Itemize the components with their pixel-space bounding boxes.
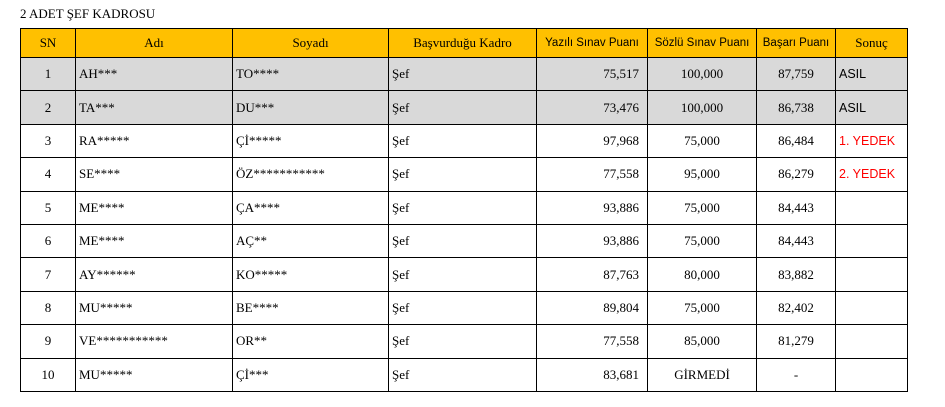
cell-adi: AY****** [76, 258, 233, 291]
cell-kadro: Şef [389, 224, 537, 257]
cell-sonuc [836, 191, 908, 224]
cell-sn: 9 [21, 325, 76, 358]
cell-kadro: Şef [389, 91, 537, 124]
cell-yazili: 89,804 [537, 291, 648, 324]
cell-adi: TA*** [76, 91, 233, 124]
cell-sn: 7 [21, 258, 76, 291]
table-row [21, 258, 908, 291]
cell-basari: 86,738 [757, 91, 836, 124]
cell-adi: ME**** [76, 191, 233, 224]
cell-kadro: Şef [389, 158, 537, 191]
table-row [21, 91, 908, 124]
cell-sonuc [836, 291, 908, 324]
cell-basari: 83,882 [757, 258, 836, 291]
header-adi: Adı [76, 29, 233, 58]
results-table [20, 28, 908, 392]
cell-adi: RA***** [76, 124, 233, 157]
cell-basari: 84,443 [757, 224, 836, 257]
cell-soyadi: OR** [233, 325, 389, 358]
cell-basari: 82,402 [757, 291, 836, 324]
header-sonuc: Sonuç [836, 29, 908, 58]
cell-sozlu: 75,000 [648, 291, 757, 324]
table-row [21, 58, 908, 91]
cell-basari: 87,759 [757, 58, 836, 91]
cell-sn: 1 [21, 58, 76, 91]
table-row [21, 291, 908, 324]
cell-sonuc [836, 358, 908, 391]
cell-adi: MU***** [76, 358, 233, 391]
cell-kadro: Şef [389, 191, 537, 224]
cell-sozlu: 80,000 [648, 258, 757, 291]
header-soyadi: Soyadı [233, 29, 389, 58]
table-row [21, 158, 908, 191]
cell-basari: 84,443 [757, 191, 836, 224]
cell-sozlu: 100,000 [648, 91, 757, 124]
cell-sn: 4 [21, 158, 76, 191]
cell-sozlu: 95,000 [648, 158, 757, 191]
cell-basari: 81,279 [757, 325, 836, 358]
cell-adi: AH*** [76, 58, 233, 91]
cell-sonuc: ASIL [836, 91, 908, 124]
cell-sozlu: 85,000 [648, 325, 757, 358]
cell-soyadi: KO***** [233, 258, 389, 291]
cell-sonuc [836, 325, 908, 358]
cell-sonuc [836, 258, 908, 291]
cell-basari: 86,484 [757, 124, 836, 157]
cell-sn: 8 [21, 291, 76, 324]
cell-basari: - [757, 358, 836, 391]
cell-yazili: 75,517 [537, 58, 648, 91]
cell-yazili: 77,558 [537, 325, 648, 358]
table-row [21, 325, 908, 358]
cell-yazili: 83,681 [537, 358, 648, 391]
cell-soyadi: ÇA**** [233, 191, 389, 224]
header-row [21, 29, 908, 58]
table-row [21, 124, 908, 157]
cell-yazili: 97,968 [537, 124, 648, 157]
cell-adi: VE*********** [76, 325, 233, 358]
header-yazili: Yazılı Sınav Puanı [537, 29, 648, 58]
cell-kadro: Şef [389, 325, 537, 358]
cell-sn: 10 [21, 358, 76, 391]
cell-sn: 5 [21, 191, 76, 224]
cell-adi: MU***** [76, 291, 233, 324]
cell-sozlu: GİRMEDİ [648, 358, 757, 391]
cell-sonuc: 2. YEDEK [836, 158, 908, 191]
table-row [21, 224, 908, 257]
cell-yazili: 77,558 [537, 158, 648, 191]
cell-yazili: 87,763 [537, 258, 648, 291]
cell-sozlu: 100,000 [648, 58, 757, 91]
cell-adi: SE**** [76, 158, 233, 191]
header-sozlu: Sözlü Sınav Puanı [648, 29, 757, 58]
cell-sozlu: 75,000 [648, 191, 757, 224]
cell-soyadi: BE**** [233, 291, 389, 324]
cell-yazili: 93,886 [537, 224, 648, 257]
cell-soyadi: DU*** [233, 91, 389, 124]
cell-kadro: Şef [389, 358, 537, 391]
cell-basari: 86,279 [757, 158, 836, 191]
cell-sn: 2 [21, 91, 76, 124]
header-sn: SN [21, 29, 76, 58]
header-kadro: Başvurduğu Kadro [389, 29, 537, 58]
cell-kadro: Şef [389, 58, 537, 91]
cell-yazili: 73,476 [537, 91, 648, 124]
cell-sonuc: 1. YEDEK [836, 124, 908, 157]
cell-sozlu: 75,000 [648, 224, 757, 257]
cell-soyadi: AÇ** [233, 224, 389, 257]
cell-sn: 3 [21, 124, 76, 157]
cell-soyadi: Çİ*** [233, 358, 389, 391]
cell-sonuc [836, 224, 908, 257]
cell-soyadi: ÖZ*********** [233, 158, 389, 191]
cell-adi: ME**** [76, 224, 233, 257]
cell-soyadi: TO**** [233, 58, 389, 91]
cell-sonuc: ASIL [836, 58, 908, 91]
cell-kadro: Şef [389, 291, 537, 324]
cell-kadro: Şef [389, 258, 537, 291]
cell-kadro: Şef [389, 124, 537, 157]
table-title: 2 ADET ŞEF KADROSU [20, 6, 156, 21]
cell-soyadi: Çİ***** [233, 124, 389, 157]
table-row [21, 358, 908, 391]
cell-sn: 6 [21, 224, 76, 257]
cell-sozlu: 75,000 [648, 124, 757, 157]
table-row [21, 191, 908, 224]
cell-yazili: 93,886 [537, 191, 648, 224]
header-basari: Başarı Puanı [757, 29, 836, 58]
